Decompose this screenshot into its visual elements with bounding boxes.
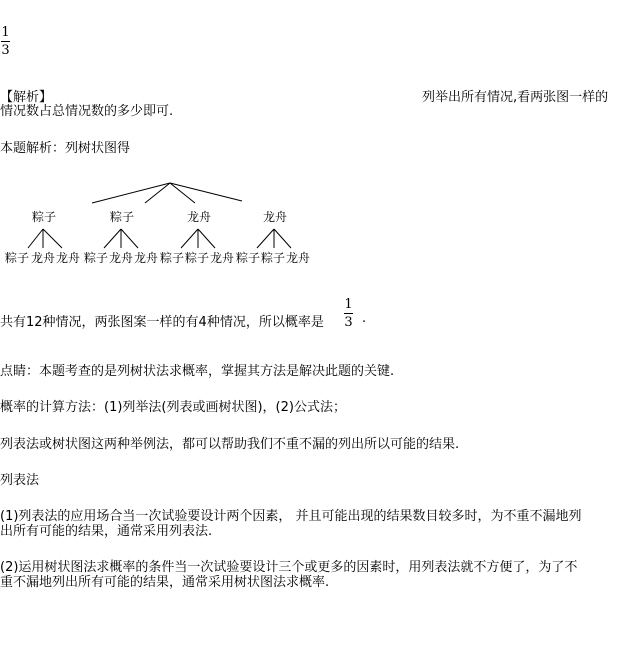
tree-level2-node: 粽子 [160, 251, 185, 265]
tree-level2-node: 粽子 [84, 251, 109, 265]
tree-level1-node: 粽子 [32, 210, 57, 224]
tree-level2-node: 龙舟 [109, 251, 134, 265]
tree-level2-node: 粽子 [261, 251, 286, 265]
conclusion-denominator: 3 [344, 315, 353, 330]
tree-level2-node: 粽子 [5, 251, 30, 265]
tree-level2-node: 粽子 [185, 251, 210, 265]
tree-level2-node: 龙舟 [210, 251, 235, 265]
tree-level1-node: 龙舟 [187, 210, 212, 224]
tree-level2-node: 龙舟 [286, 251, 311, 265]
point2-line2: 重不漏地列出所有可能的结果，通常采用树状图法求概率. [0, 575, 330, 590]
conclusion-fraction [344, 297, 353, 330]
conclusion-numerator: 1 [344, 297, 353, 312]
tree-level1-node: 粽子 [110, 210, 135, 224]
analysis-right-text: 列举出所有情况,看两张图一样的 [422, 90, 609, 105]
answer-numerator: 1 [1, 25, 10, 40]
fraction-bar [344, 313, 353, 314]
tree-level2-node: 粽子 [236, 251, 261, 265]
analysis-second-line: 情况数占总情况数的多少即可. [0, 104, 174, 119]
conclusion-text: 共有12种情况，两张图案一样的有4种情况，所以概率是 [0, 315, 324, 330]
conclusion-end: . [362, 311, 367, 326]
point2-line1: (2)运用树状图法求概率的条件当一次试验要设计三个或更多的因素时，用列表法就不方便了，为了不 [0, 560, 578, 575]
tree-level2-node: 龙舟 [134, 251, 159, 265]
analysis-label: 【解析】 [0, 90, 53, 105]
solution-intro: 本题解析：列树状图得 [0, 141, 131, 156]
enumeration-note: 列表法或树状图这两种举例法，都可以帮助我们不重不漏的列出所以可能的结果. [0, 437, 460, 452]
point1-line2: 出所有可能的结果，通常采用列表法. [0, 524, 213, 539]
table-method-title: 列表法 [0, 473, 40, 488]
methods: 概率的计算方法：(1)列举法(列表或画树状图)，(2)公式法； [0, 400, 346, 415]
tree-level1-node: 龙舟 [263, 210, 288, 224]
tree-level2-node: 龙舟 [31, 251, 56, 265]
comment: 点睛：本题考查的是列树状法求概率，掌握其方法是解决此题的关键. [0, 364, 395, 379]
tree-level2-node: 龙舟 [56, 251, 81, 265]
answer-denominator: 3 [1, 43, 10, 58]
point1-line1: (1)列表法的应用场合当一次试验要设计两个因素， 并且可能出现的结果数目较多时，为不重不漏地列 [0, 509, 582, 524]
